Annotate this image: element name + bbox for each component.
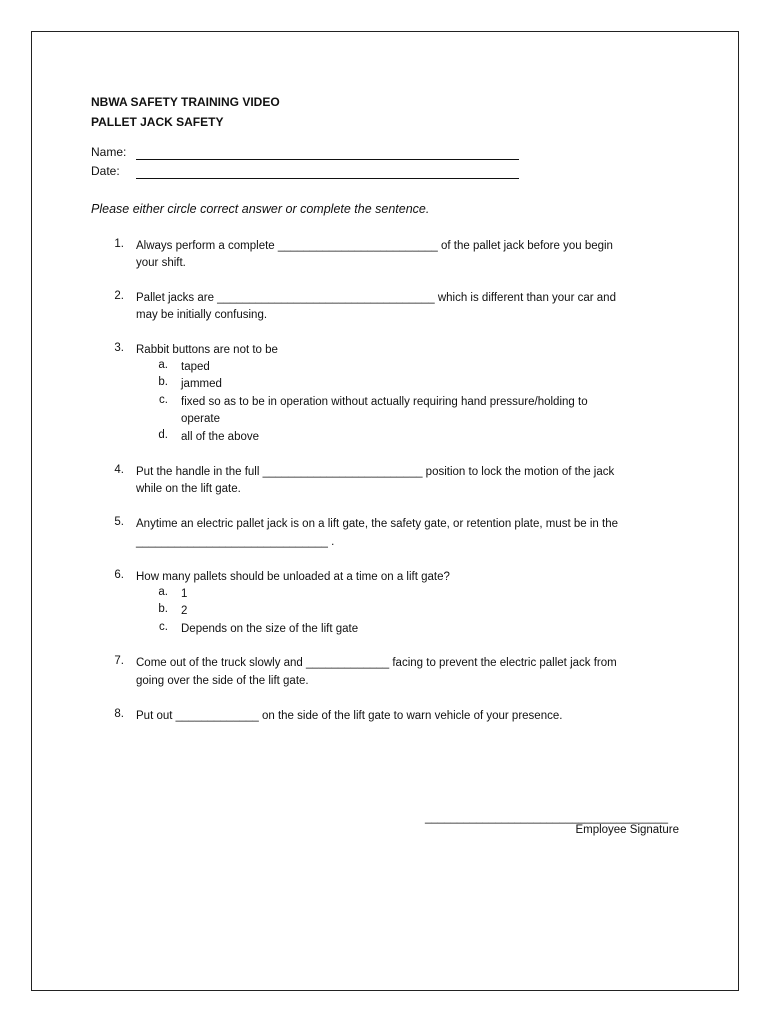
question-2-line2: may be initially confusing. <box>136 309 268 321</box>
option-text[interactable]: jammed <box>181 378 222 390</box>
option-letter: c. <box>159 394 168 406</box>
question-1-line2: your shift. <box>136 257 186 269</box>
question-2-line1: Pallet jacks are __________________________________ which is different than your car and <box>136 292 616 304</box>
option-text[interactable]: fixed so as to be in operation without actually requiring hand pressure/holding to <box>181 396 588 408</box>
question-number: 4. <box>114 464 124 476</box>
question-number: 6. <box>114 569 124 581</box>
question-7-line1: Come out of the truck slowly and _____________ facing to prevent the electric pallet jack from <box>136 657 617 669</box>
question-4-line1: Put the handle in the full _________________________ position to lock the motion of the jack <box>136 466 615 478</box>
option-text-continued: operate <box>181 413 221 425</box>
question-4-line2: while on the lift gate. <box>136 483 241 495</box>
signature-line[interactable]: ______________________________________ <box>425 812 669 824</box>
name-label: Name: <box>91 145 127 159</box>
question-number: 7. <box>114 655 124 667</box>
option-letter: b. <box>158 603 168 615</box>
question-8-line1: Put out _____________ on the side of the lift gate to warn vehicle of your presence. <box>136 710 563 722</box>
date-label: Date: <box>91 164 120 178</box>
option-text[interactable]: Depends on the size of the lift gate <box>181 623 359 635</box>
document-title: NBWA SAFETY TRAINING VIDEO <box>91 95 280 109</box>
question-7-line2: going over the side of the lift gate. <box>136 675 309 687</box>
question-6-line1: How many pallets should be unloaded at a time on a lift gate? <box>136 571 450 583</box>
option-text[interactable]: 1 <box>181 588 188 600</box>
question-number: 2. <box>114 290 124 302</box>
question-3-line1: Rabbit buttons are not to be <box>136 344 278 356</box>
question-5-line1: Anytime an electric pallet jack is on a lift gate, the safety gate, or retention plate, must be in the <box>136 518 618 530</box>
question-number: 1. <box>114 238 124 250</box>
option-text[interactable]: 2 <box>181 605 188 617</box>
option-text[interactable]: all of the above <box>181 431 260 443</box>
document-page <box>31 31 739 991</box>
option-letter: a. <box>158 586 168 598</box>
option-text[interactable]: taped <box>181 361 210 373</box>
option-letter: a. <box>158 359 168 371</box>
question-number: 5. <box>114 516 124 528</box>
option-letter: c. <box>159 621 168 633</box>
option-letter: d. <box>158 429 168 441</box>
name-field[interactable] <box>136 159 519 160</box>
question-5-line2: ______________________________ . <box>136 536 335 548</box>
question-number: 8. <box>114 708 124 720</box>
instructions: Please either circle correct answer or complete the sentence. <box>91 202 430 216</box>
question-number: 3. <box>114 342 124 354</box>
question-1-line1: Always perform a complete _________________________ of the pallet jack before you begin <box>136 240 613 252</box>
signature-label: Employee Signature <box>575 824 679 836</box>
date-field[interactable] <box>136 178 519 179</box>
option-letter: b. <box>158 376 168 388</box>
document-subtitle: PALLET JACK SAFETY <box>91 115 224 129</box>
